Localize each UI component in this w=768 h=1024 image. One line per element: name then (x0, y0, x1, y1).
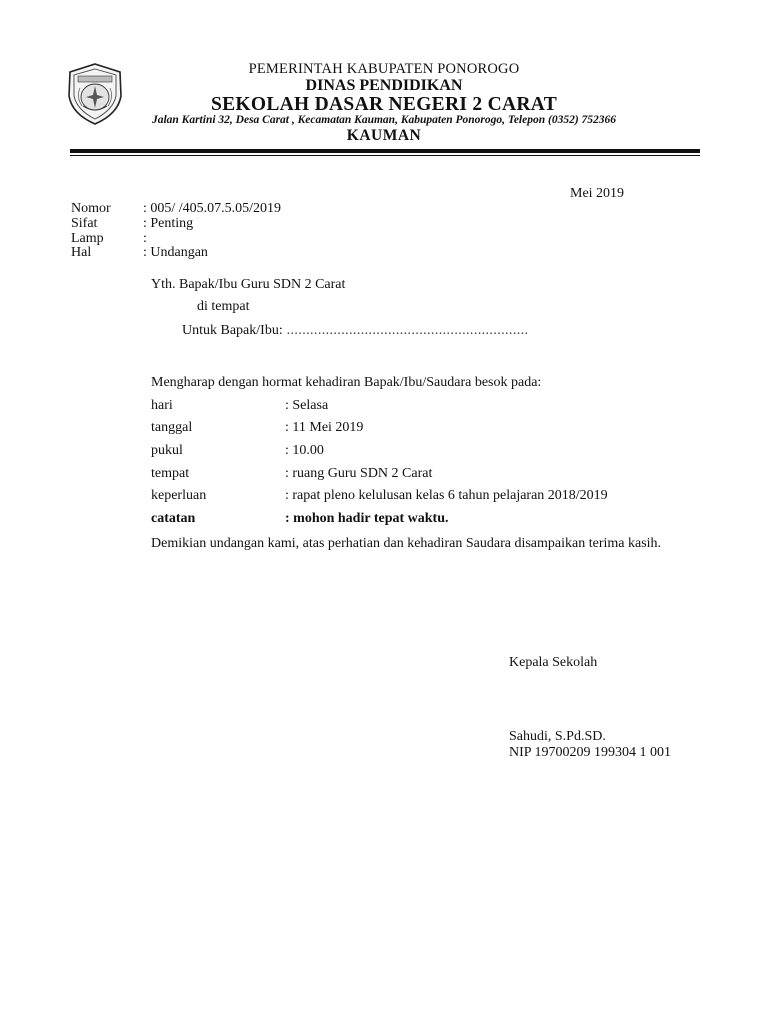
field-label-lamp: Lamp (71, 231, 104, 246)
signature-position: Kepala Sekolah (509, 655, 598, 670)
field-label-nomor: Nomor (71, 201, 111, 216)
recipient-attention-label: Untuk Bapak/Ibu: (182, 323, 283, 338)
regency-crest-icon (66, 62, 124, 126)
letterhead-department: DINAS PENDIDIKAN (305, 77, 463, 94)
detail-label-tanggal: tanggal (151, 420, 193, 435)
recipient-attention-dots: .............................................................. (282, 323, 529, 338)
detail-label-tempat: tempat (151, 466, 190, 481)
field-value-nomor: : 005/ /405.07.5.05/2019 (143, 201, 282, 216)
letterhead-address: Jalan Kartini 32, Desa Carat , Kecamatan Kauman, Kabupaten Ponorogo, Telepon (0352) 752366 (151, 114, 617, 126)
field-value-lamp: : (143, 231, 147, 246)
detail-value-tempat: : ruang Guru SDN 2 Carat (285, 466, 433, 481)
field-value-sifat: : Penting (143, 216, 194, 231)
detail-label-keperluan: keperluan (151, 488, 207, 503)
field-label-hal: Hal (71, 245, 92, 260)
letterhead-divider-thick (70, 149, 700, 153)
signature-nip: NIP 19700209 199304 1 001 (509, 745, 672, 760)
letter-date: Mei 2019 (570, 186, 625, 201)
body-intro: Mengharap dengan hormat kehadiran Bapak/Ibu/Saudara besok pada: (151, 375, 542, 390)
closing-paragraph: Demikian undangan kami, atas perhatian dan kehadiran Saudara disampaikan terima kasih. (151, 536, 662, 551)
field-value-hal: : Undangan (143, 245, 208, 260)
detail-value-keperluan: : rapat pleno kelulusan kelas 6 tahun pelajaran 2018/2019 (285, 488, 608, 503)
letterhead-divider-thin (70, 155, 700, 156)
letterhead-government: PEMERINTAH KABUPATEN PONOROGO (248, 61, 520, 77)
field-label-sifat: Sifat (71, 216, 98, 231)
recipient-place: di tempat (197, 299, 250, 314)
recipient-attention (182, 323, 528, 339)
detail-value-catatan: : mohon hadir tepat waktu. (285, 511, 449, 526)
recipient-line: Yth. Bapak/Ibu Guru SDN 2 Carat (151, 277, 346, 292)
detail-value-hari: : Selasa (285, 398, 329, 413)
letterhead-district: KAUMAN (346, 127, 422, 144)
detail-value-pukul: : 10.00 (285, 443, 324, 458)
detail-value-tanggal: : 11 Mei 2019 (285, 420, 364, 435)
detail-label-catatan: catatan (151, 511, 196, 526)
detail-label-pukul: pukul (151, 443, 183, 458)
letterhead-school-name: SEKOLAH DASAR NEGERI 2 CARAT (210, 94, 558, 115)
signature-name: Sahudi, S.Pd.SD. (509, 729, 606, 744)
detail-label-hari: hari (151, 398, 173, 413)
